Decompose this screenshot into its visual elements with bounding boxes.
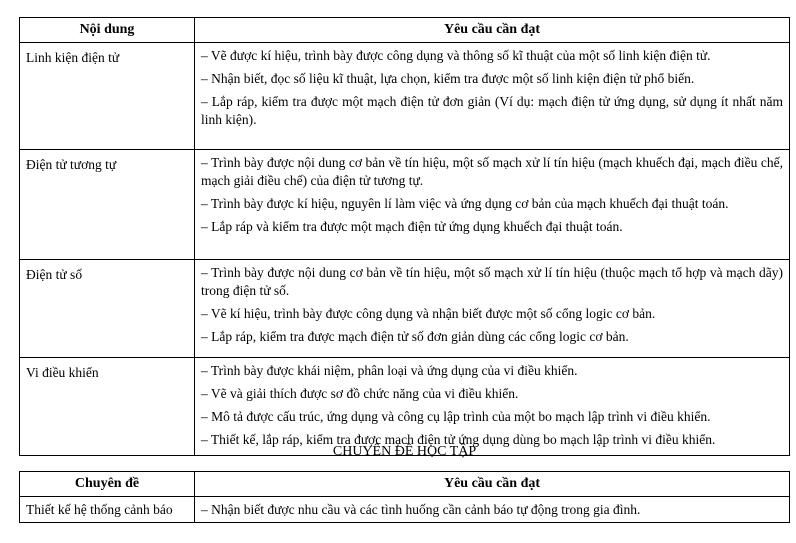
requirement-item: – Vẽ được kí hiệu, trình bày được công dụng và thông số kĩ thuật của một số linh kiện điện tử. <box>201 48 711 63</box>
requirement-item: – Trình bày được nội dung cơ bản về tín hiệu, một số mạch xử lí tín hiệu (thuộc mạch tổ hợp và mạch dãy) trong điện tử số. <box>201 265 783 298</box>
content-requirements-table <box>19 17 790 456</box>
requirement-item: – Lắp ráp và kiểm tra được một mạch điện tử ứng dụng khuếch đại thuật toán. <box>201 219 623 234</box>
requirement-item: – Nhận biết, đọc số liệu kĩ thuật, lựa chọn, kiểm tra được một số linh kiện điện tử phổ biến. <box>201 71 695 86</box>
table-row <box>20 260 790 358</box>
table-row <box>20 150 790 260</box>
table-header-row <box>20 472 790 497</box>
row-requirements <box>195 497 790 523</box>
study-topics-table <box>19 471 790 523</box>
header-topic: Chuyên đề <box>20 472 195 497</box>
row-topic: Linh kiện điện tử <box>20 43 195 150</box>
table-header-row <box>20 18 790 43</box>
header-requirements: Yêu cầu cần đạt <box>195 18 790 43</box>
requirement-item: – Nhận biết được nhu cầu và các tình huống cần cảnh báo tự động trong gia đình. <box>201 502 641 517</box>
row-requirements <box>195 260 790 358</box>
row-requirements <box>195 150 790 260</box>
row-topic: Thiết kế hệ thống cảnh báo <box>20 497 195 523</box>
row-requirements <box>195 358 790 456</box>
row-topic: Vi điều khiển <box>20 358 195 456</box>
table-row <box>20 358 790 456</box>
requirement-item: – Trình bày được nội dung cơ bản về tín hiệu, một số mạch xử lí tín hiệu (mạch khuếch đại, mạch điều chế, mạch giải điều chế) của điện tử tương tự. <box>201 155 783 188</box>
requirement-item: – Trình bày được khái niệm, phân loại và ứng dụng của vi điều khiển. <box>201 363 578 378</box>
requirement-item: – Thiết kế, lắp ráp, kiểm tra được mạch điện tử ứng dụng dùng bo mạch lập trình vi điều khiển. <box>201 432 716 447</box>
requirement-item: – Lắp ráp, kiểm tra được mạch điện tử số đơn giản dùng các cổng logic cơ bản. <box>201 329 629 344</box>
header-requirements: Yêu cầu cần đạt <box>195 472 790 497</box>
table-row <box>20 497 790 523</box>
requirement-item: – Vẽ kí hiệu, trình bày được công dụng và nhận biết được một số cổng logic cơ bản. <box>201 306 656 321</box>
row-topic: Điện tử số <box>20 260 195 358</box>
requirement-item: – Mô tả được cấu trúc, ứng dụng và công cụ lập trình của một bo mạch lập trình vi điều khiển. <box>201 409 711 424</box>
table-row <box>20 43 790 150</box>
requirement-item: – Trình bày được kí hiệu, nguyên lí làm việc và ứng dụng cơ bản của mạch khuếch đại thuật toán. <box>201 196 729 211</box>
requirement-item: – Lắp ráp, kiểm tra được một mạch điện tử đơn giản (Ví dụ: mạch điện tử ứng dụng, sử dụng ít nhất năm linh kiện). <box>201 94 783 127</box>
header-content: Nội dung <box>20 18 195 43</box>
section-caption: CHUYÊN ĐỀ HỌC TẬP <box>332 444 477 459</box>
row-topic: Điện tử tương tự <box>20 150 195 260</box>
requirement-item: – Vẽ và giải thích được sơ đồ chức năng của vi điều khiển. <box>201 386 519 401</box>
row-requirements <box>195 43 790 150</box>
